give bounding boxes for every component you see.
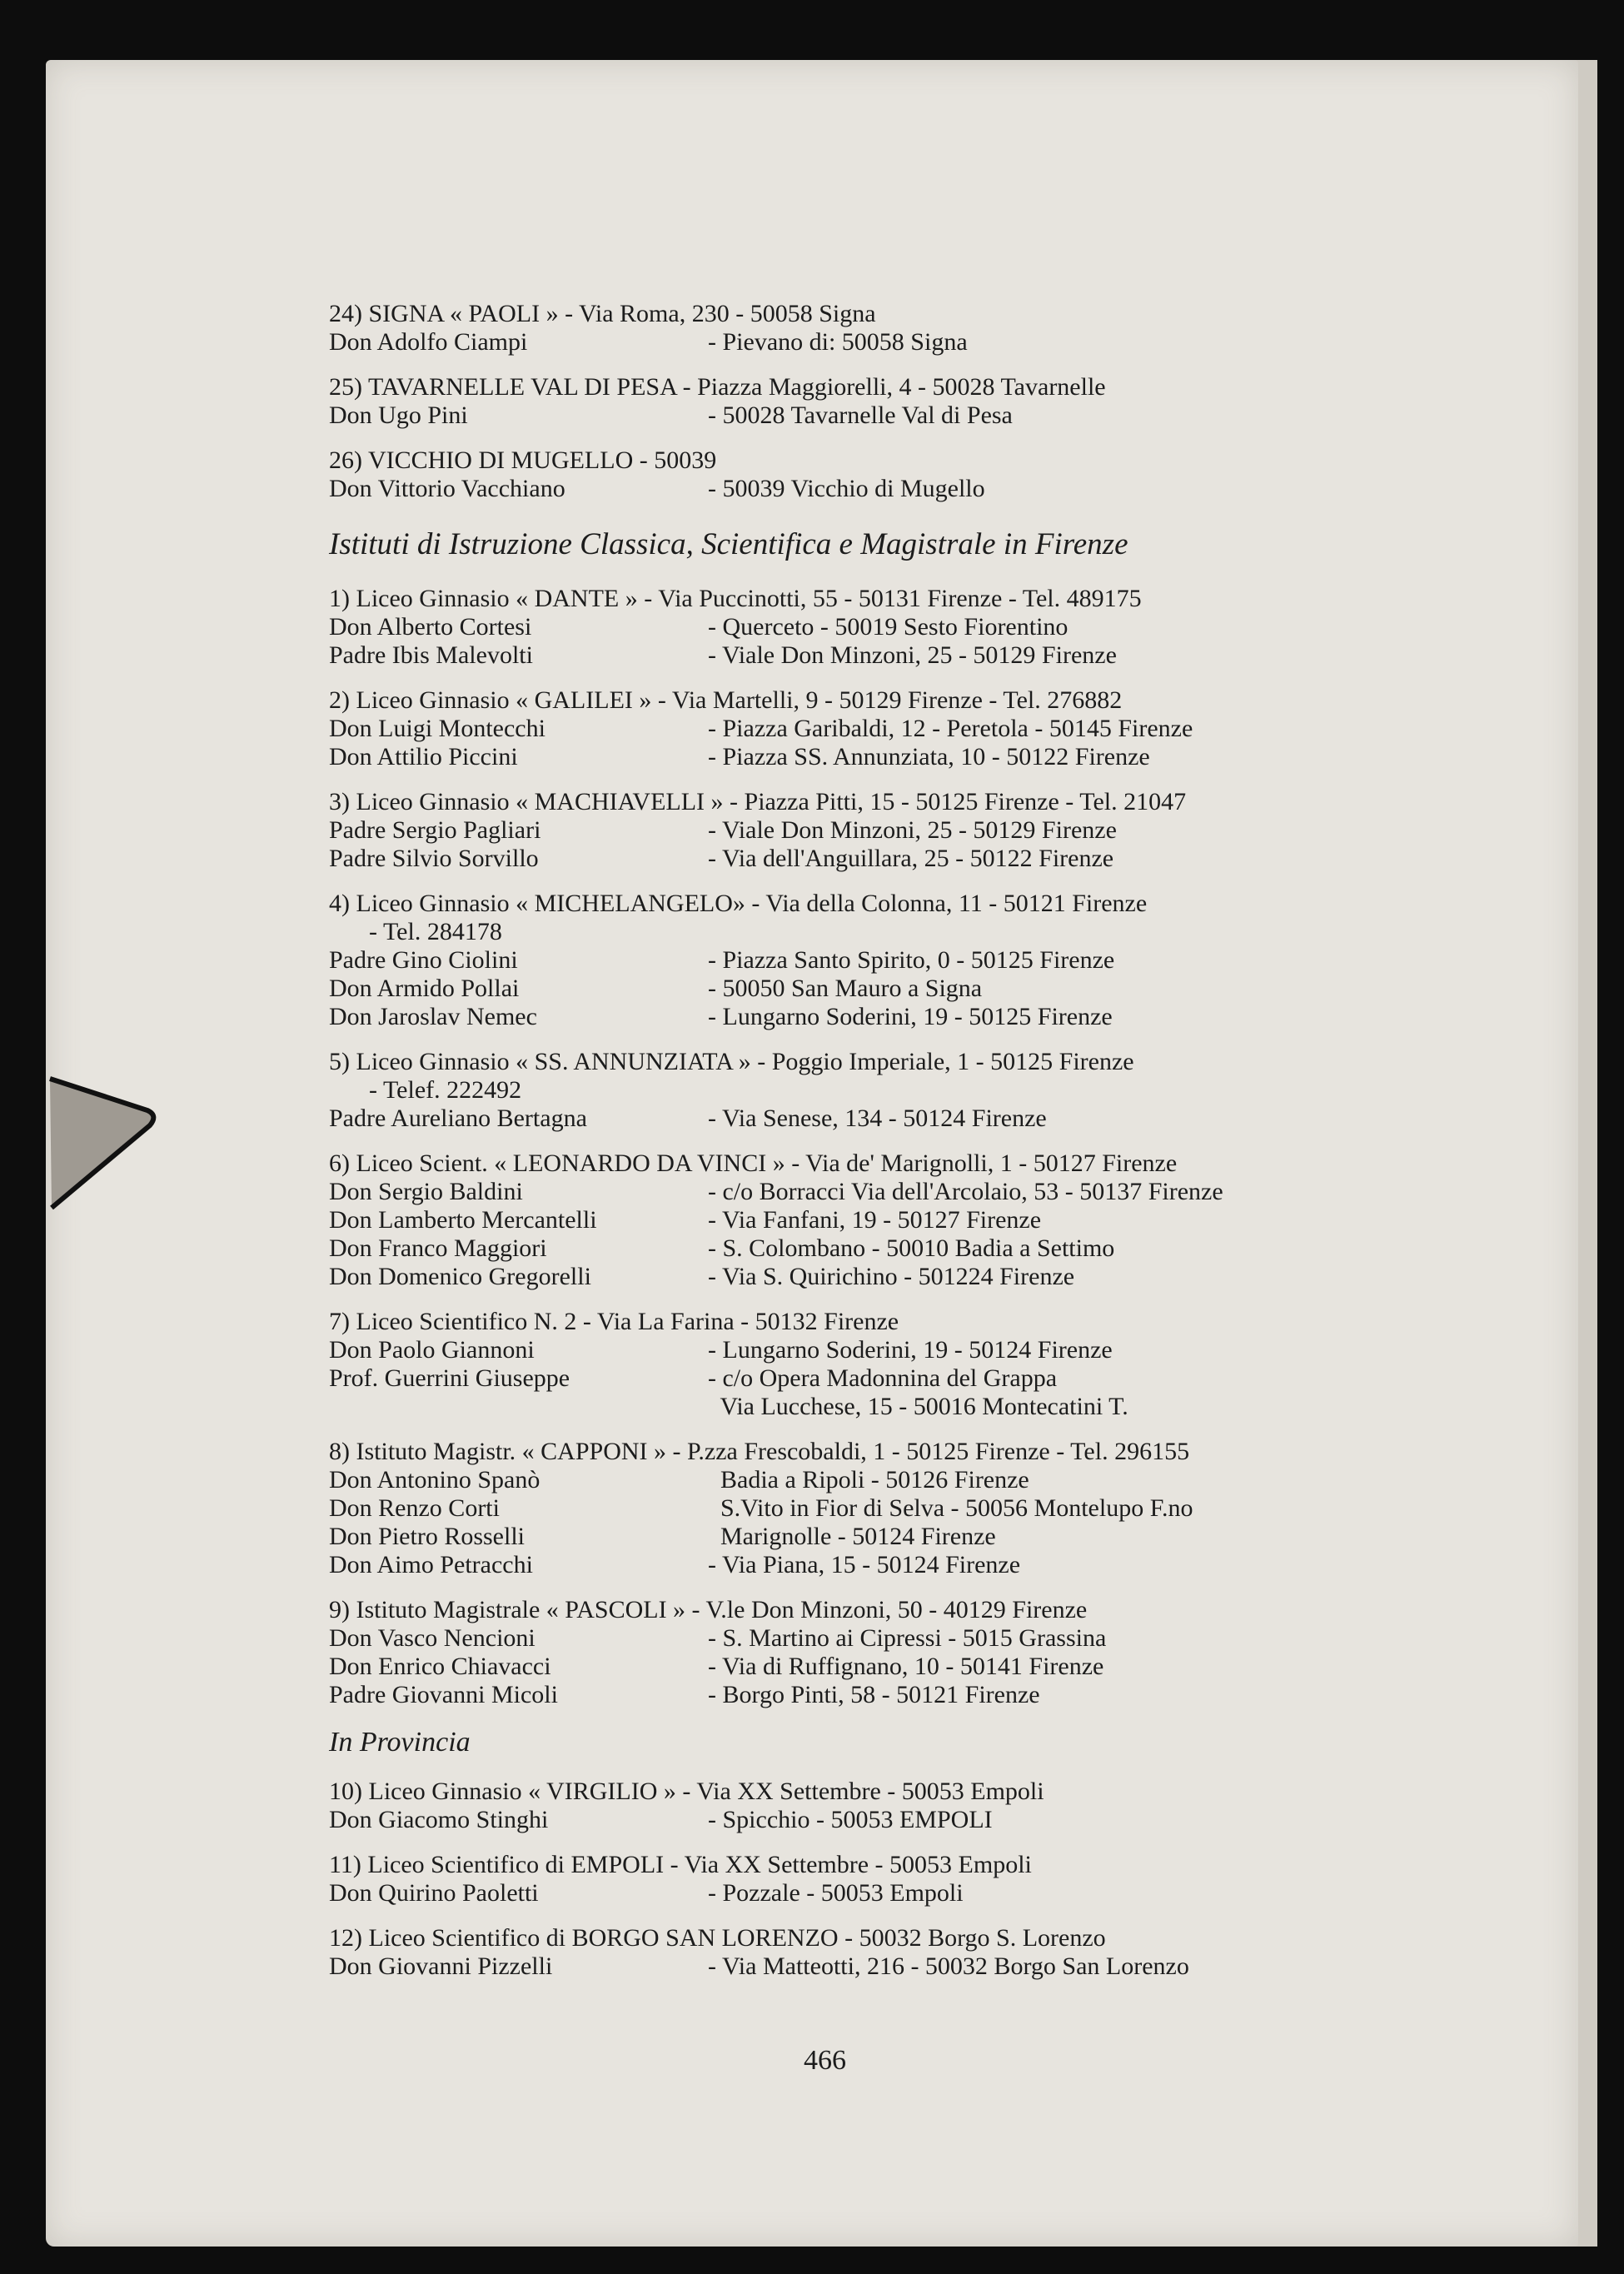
contact-name: Don Jaroslav Nemec — [329, 1003, 537, 1030]
contact-row — [329, 1234, 1370, 1263]
provincia-entries — [329, 1778, 1370, 1981]
contact-row — [329, 1551, 1370, 1579]
list-item — [329, 1778, 1370, 1834]
contact-row — [329, 1681, 1370, 1709]
list-item — [329, 446, 1370, 503]
entry-heading: 2) Liceo Ginnasio « GALILEI » - Via Martelli, 9 - 50129 Firenze - Tel. 276882 — [329, 686, 1123, 714]
contact-address: - Viale Don Minzoni, 25 - 50129 Firenze — [708, 816, 1117, 844]
entry-heading: 10) Liceo Ginnasio « VIRGILIO » - Via XX Settembre - 50053 Empoli — [329, 1778, 1044, 1805]
contact-row — [329, 715, 1370, 743]
contact-row — [329, 1653, 1370, 1681]
contact-address: S.Vito in Fior di Selva - 50056 Montelupo F.no — [708, 1494, 1193, 1522]
contact-row — [329, 1879, 1370, 1907]
contact-name: Padre Sergio Pagliari — [329, 816, 541, 844]
contact-name: Don Ugo Pini — [329, 401, 468, 429]
list-item — [329, 1149, 1370, 1291]
top-entries — [329, 300, 1370, 503]
entry-heading: 7) Liceo Scientifico N. 2 - Via La Farina - 50132 Firenze — [329, 1308, 899, 1335]
contact-row — [329, 1393, 1370, 1421]
contact-row — [329, 845, 1370, 873]
contact-name: Don Lamberto Mercantelli — [329, 1206, 597, 1234]
contact-name: Don Vasco Nencioni — [329, 1624, 536, 1652]
contact-address: - S. Martino ai Cipressi - 5015 Grassina — [708, 1624, 1107, 1652]
contact-address: - c/o Borracci Via dell'Arcolaio, 53 - 50137 Firenze — [708, 1178, 1223, 1205]
contact-row — [329, 1523, 1370, 1551]
contact-name — [329, 1393, 708, 1421]
contact-name: Prof. Guerrini Giuseppe — [329, 1364, 570, 1392]
contact-address: - Via Senese, 134 - 50124 Firenze — [708, 1105, 1047, 1132]
contact-row — [329, 1105, 1370, 1133]
contact-address: Via Lucchese, 15 - 50016 Montecatini T. — [708, 1393, 1128, 1420]
contact-address: - Spicchio - 50053 EMPOLI — [708, 1806, 993, 1833]
contact-row — [329, 816, 1370, 845]
contact-row — [329, 401, 1370, 430]
contact-row — [329, 1624, 1370, 1653]
contact-name: Padre Aureliano Bertagna — [329, 1105, 587, 1132]
list-item — [329, 1596, 1370, 1709]
contact-name: Don Attilio Piccini — [329, 743, 518, 770]
contact-address: - Querceto - 50019 Sesto Fiorentino — [708, 613, 1069, 641]
contact-address: Marignolle - 50124 Firenze — [708, 1523, 996, 1550]
contact-name: Don Vittorio Vacchiano — [329, 475, 565, 502]
contact-name: Don Paolo Giannoni — [329, 1336, 535, 1364]
contact-name: Don Renzo Corti — [329, 1494, 500, 1522]
list-item — [329, 1851, 1370, 1907]
entry-heading: 1) Liceo Ginnasio « DANTE » - Via Puccinotti, 55 - 50131 Firenze - Tel. 489175 — [329, 585, 1142, 612]
contact-row — [329, 1336, 1370, 1364]
contact-address: - 50050 San Mauro a Signa — [708, 975, 983, 1002]
contact-name: Padre Giovanni Micoli — [329, 1681, 558, 1708]
contact-name: Don Giovanni Pizzelli — [329, 1952, 553, 1980]
contact-row — [329, 946, 1370, 975]
contact-address: - Via Fanfani, 19 - 50127 Firenze — [708, 1206, 1042, 1234]
entry-heading-continuation: - Telef. 222492 — [369, 1076, 522, 1104]
list-item — [329, 300, 1370, 357]
contact-name: Don Quirino Paoletti — [329, 1879, 539, 1907]
contact-name: Don Alberto Cortesi — [329, 613, 532, 641]
contact-row — [329, 743, 1370, 771]
list-item — [329, 890, 1370, 1031]
entry-heading: 4) Liceo Ginnasio « MICHELANGELO» - Via della Colonna, 11 - 50121 Firenze — [329, 890, 1148, 917]
list-item — [329, 1308, 1370, 1421]
entry-heading: 5) Liceo Ginnasio « SS. ANNUNZIATA » - Poggio Imperiale, 1 - 50125 Firenze — [329, 1048, 1134, 1075]
contact-address: - Viale Don Minzoni, 25 - 50129 Firenze — [708, 641, 1117, 669]
contact-row — [329, 1364, 1370, 1393]
document-body — [329, 300, 1370, 1997]
list-item — [329, 686, 1370, 771]
list-item — [329, 373, 1370, 430]
contact-address: - c/o Opera Madonnina del Grappa — [708, 1364, 1058, 1392]
contact-name: Padre Silvio Sorvillo — [329, 845, 539, 872]
contact-name: Don Domenico Gregorelli — [329, 1263, 591, 1290]
tab-marker-icon — [50, 1079, 153, 1208]
contact-name: Don Aimo Petracchi — [329, 1551, 533, 1578]
contact-name: Don Pietro Rosselli — [329, 1523, 526, 1550]
page-tab-marker — [43, 1070, 160, 1220]
contact-name: Don Armido Pollai — [329, 975, 520, 1002]
contact-name: Don Franco Maggiori — [329, 1234, 547, 1262]
contact-address: Badia a Ripoli - 50126 Firenze — [708, 1466, 1029, 1494]
list-item — [329, 788, 1370, 873]
contact-address: - Via Matteotti, 216 - 50032 Borgo San Lorenzo — [708, 1952, 1189, 1980]
entry-heading: 11) Liceo Scientifico di EMPOLI - Via XX Settembre - 50053 Empoli — [329, 1851, 1032, 1878]
contact-address: - Lungarno Soderini, 19 - 50124 Firenze — [708, 1336, 1113, 1364]
contact-address: - Via Piana, 15 - 50124 Firenze — [708, 1551, 1021, 1578]
contact-row — [329, 1178, 1370, 1206]
contact-name: Padre Ibis Malevolti — [329, 641, 533, 669]
entry-heading: 12) Liceo Scientifico di BORGO SAN LORENZO - 50032 Borgo S. Lorenzo — [329, 1924, 1106, 1952]
list-item — [329, 1438, 1370, 1579]
contact-address: - Via S. Quirichino - 501224 Firenze — [708, 1263, 1075, 1290]
contact-address: - Piazza SS. Annunziata, 10 - 50122 Firenze — [708, 743, 1150, 770]
contact-name: Padre Gino Ciolini — [329, 946, 518, 974]
entry-heading: 25) TAVARNELLE VAL DI PESA - Piazza Maggiorelli, 4 - 50028 Tavarnelle — [329, 373, 1106, 401]
entry-heading: 3) Liceo Ginnasio « MACHIAVELLI » - Piazza Pitti, 15 - 50125 Firenze - Tel. 21047 — [329, 788, 1187, 815]
contact-row — [329, 328, 1370, 357]
contact-address: - 50039 Vicchio di Mugello — [708, 475, 985, 502]
contact-row — [329, 1494, 1370, 1523]
contact-row — [329, 975, 1370, 1003]
entry-heading: 6) Liceo Scient. « LEONARDO DA VINCI » - Via de' Marignolli, 1 - 50127 Firenze — [329, 1149, 1178, 1177]
list-item — [329, 1924, 1370, 1981]
contact-row — [329, 1263, 1370, 1291]
contact-address: - Pievano di: 50058 Signa — [708, 328, 968, 356]
list-item — [329, 1048, 1370, 1133]
contact-name: Don Sergio Baldini — [329, 1178, 523, 1205]
entry-heading: 8) Istituto Magistr. « CAPPONI » - P.zza Frescobaldi, 1 - 50125 Firenze - Tel. 296155 — [329, 1438, 1190, 1465]
contact-row — [329, 1466, 1370, 1494]
section-title-firenze: Istituti di Istruzione Classica, Scientifica e Magistrale in Firenze — [329, 527, 1128, 561]
contact-row — [329, 1806, 1370, 1834]
contact-name: Don Giacomo Stinghi — [329, 1806, 549, 1833]
contact-name: Don Antonino Spanò — [329, 1466, 541, 1494]
contact-row — [329, 1952, 1370, 1981]
contact-address: - Via di Ruffignano, 10 - 50141 Firenze — [708, 1653, 1104, 1680]
contact-row — [329, 1003, 1370, 1031]
section-title-provincia: In Provincia — [329, 1727, 471, 1758]
contact-row — [329, 1206, 1370, 1234]
contact-address: - Via dell'Anguillara, 25 - 50122 Firenze — [708, 845, 1114, 872]
list-item — [329, 585, 1370, 670]
firenze-entries — [329, 585, 1370, 1709]
entry-heading: 26) VICCHIO DI MUGELLO - 50039 — [329, 446, 717, 474]
page-number: 466 — [804, 2045, 846, 2076]
contact-row — [329, 613, 1370, 641]
contact-address: - S. Colombano - 50010 Badia a Settimo — [708, 1234, 1115, 1262]
contact-address: - Borgo Pinti, 58 - 50121 Firenze — [708, 1681, 1040, 1708]
entry-heading-continuation: - Tel. 284178 — [369, 918, 502, 945]
entry-heading: 9) Istituto Magistrale « PASCOLI » - V.le Don Minzoni, 50 - 40129 Firenze — [329, 1596, 1088, 1623]
contact-row — [329, 475, 1370, 503]
contact-name: Don Adolfo Ciampi — [329, 328, 528, 356]
contact-address: - Pozzale - 50053 Empoli — [708, 1879, 964, 1907]
contact-row — [329, 641, 1370, 670]
contact-address: - Lungarno Soderini, 19 - 50125 Firenze — [708, 1003, 1113, 1030]
entry-heading: 24) SIGNA « PAOLI » - Via Roma, 230 - 50058 Signa — [329, 300, 876, 327]
contact-name: Don Luigi Montecchi — [329, 715, 545, 742]
contact-address: - 50028 Tavarnelle Val di Pesa — [708, 401, 1013, 429]
contact-address: - Piazza Santo Spirito, 0 - 50125 Firenze — [708, 946, 1115, 974]
contact-address: - Piazza Garibaldi, 12 - Peretola - 50145 Firenze — [708, 715, 1193, 742]
contact-name: Don Enrico Chiavacci — [329, 1653, 551, 1680]
